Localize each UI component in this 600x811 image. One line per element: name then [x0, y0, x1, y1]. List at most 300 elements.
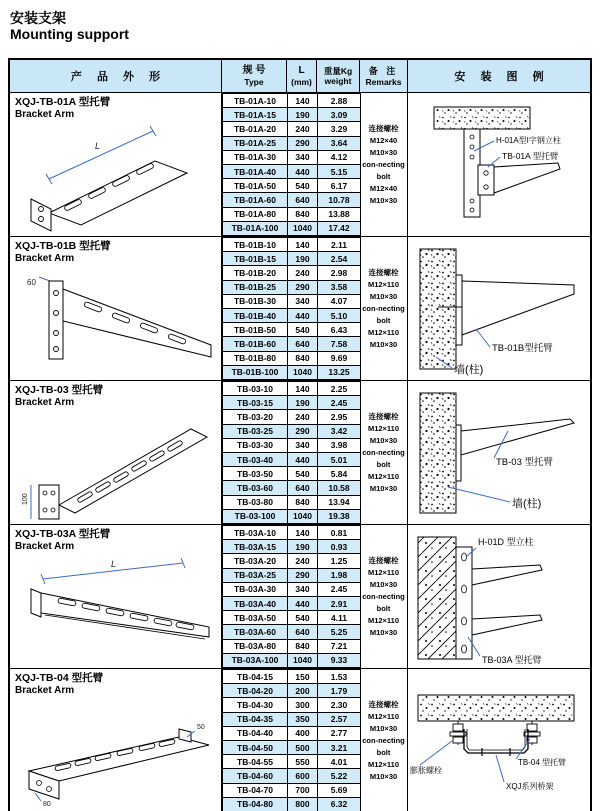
length-cell: 190 [288, 252, 318, 266]
type-cell: TB-01A-60 [223, 193, 288, 207]
product-drawing-tb04 [15, 697, 215, 809]
spec-row [223, 670, 361, 684]
type-cell: TB-04-70 [223, 783, 288, 797]
length-cell: 1040 [288, 509, 318, 523]
remark-line: M12×110 [367, 279, 400, 289]
weight-cell: 2.45 [318, 582, 361, 596]
product-drawing-tb01a [15, 121, 215, 233]
remark-line: con-necting [362, 735, 405, 745]
type-cell: TB-03A-15 [223, 540, 288, 554]
weight-cell: 3.09 [318, 108, 361, 122]
spec-row [223, 308, 361, 322]
length-cell: 1040 [288, 221, 318, 235]
weight-cell: 19.38 [318, 509, 361, 523]
spec-row [223, 410, 361, 424]
col-header-type: 规 号 Type [222, 60, 287, 92]
type-cell: TB-01A-15 [223, 108, 288, 122]
type-cell: TB-04-40 [223, 726, 288, 740]
weight-cell: 3.21 [318, 740, 361, 754]
type-cell: TB-04-80 [223, 797, 288, 811]
remark-line: M12×110 [367, 327, 400, 337]
remark-line: M12×110 [367, 711, 400, 721]
type-cell: TB-01A-40 [223, 164, 288, 178]
remark-line: M10×30 [369, 339, 398, 349]
wall-section [420, 249, 456, 369]
spec-rows [222, 381, 360, 524]
remark-line: M12×110 [367, 567, 400, 577]
remarks-cell [360, 237, 408, 380]
type-cell: TB-01A-25 [223, 136, 288, 150]
type-cell: TB-01B-40 [223, 308, 288, 322]
tray-bracket-inner [467, 729, 525, 750]
length-cell: 440 [288, 308, 318, 322]
product-group-tb03 [10, 381, 590, 525]
spec-row [223, 526, 361, 540]
diagram-label: 膨胀螺栓 [410, 766, 442, 775]
spec-row [223, 755, 361, 769]
remark-line: bolt [376, 315, 391, 325]
type-cell: TB-01A-30 [223, 150, 288, 164]
type-cell: TB-01B-20 [223, 266, 288, 280]
dimension-label: 80 [43, 801, 51, 808]
product-cell [10, 381, 222, 524]
product-name-en: Bracket Arm [15, 397, 75, 408]
spec-row [223, 179, 361, 193]
mounting-plate [31, 199, 51, 231]
diagram-label: TB-03 型托臂 [496, 457, 554, 468]
type-cell: TB-03-60 [223, 481, 288, 495]
spec-rows [222, 525, 360, 668]
weight-cell: 2.30 [318, 698, 361, 712]
weight-cell: 4.12 [318, 150, 361, 164]
weight-cell: 2.95 [318, 410, 361, 424]
length-cell: 840 [288, 639, 318, 653]
length-cell: 500 [288, 740, 318, 754]
product-group-tb04 [10, 669, 590, 811]
dimension-label: 60 [27, 278, 36, 287]
product-name-en: Bracket Arm [15, 541, 75, 552]
spec-row [223, 94, 361, 108]
spec-row [223, 540, 361, 554]
remark-line: bolt [376, 603, 391, 613]
remark-line: bolt [376, 459, 391, 469]
type-cell: TB-04-30 [223, 698, 288, 712]
spec-row [223, 238, 361, 252]
weight-cell: 2.25 [318, 382, 361, 396]
weight-cell: 7.21 [318, 639, 361, 653]
weight-cell: 2.57 [318, 712, 361, 726]
length-cell: 240 [288, 122, 318, 136]
weight-cell: 3.98 [318, 438, 361, 452]
length-cell: 150 [288, 670, 318, 684]
type-cell: TB-03-80 [223, 495, 288, 509]
type-cell: TB-04-20 [223, 684, 288, 698]
length-cell: 240 [288, 554, 318, 568]
diagram-cell [408, 93, 590, 236]
product-name-en: Bracket Arm [15, 109, 75, 120]
weight-cell: 0.81 [318, 526, 361, 540]
expansion-bolt [524, 721, 540, 745]
length-cell: 800 [288, 797, 318, 811]
remark-line: M12×40 [369, 135, 398, 145]
type-cell: TB-03-10 [223, 382, 288, 396]
remark-line: con-necting [362, 159, 405, 169]
leader-line [448, 487, 510, 502]
spec-row [223, 481, 361, 495]
length-cell: 640 [288, 337, 318, 351]
remarks-cell [360, 669, 408, 811]
weight-cell: 6.32 [318, 797, 361, 811]
weight-cell: 13.88 [318, 207, 361, 221]
installation-diagram-tb04 [408, 669, 590, 811]
spec-row [223, 108, 361, 122]
type-cell: TB-04-60 [223, 769, 288, 783]
remark-line: 连接螺栓 [368, 555, 399, 565]
product-cell [10, 237, 222, 380]
bracket-strip-shape [29, 737, 209, 781]
remark-line: 连接螺栓 [368, 699, 399, 709]
mounting-plate [456, 275, 462, 345]
diagram-cell [408, 381, 590, 524]
remark-line: M10×30 [369, 579, 398, 589]
type-cell: TB-03-50 [223, 467, 288, 481]
weight-cell: 5.25 [318, 625, 361, 639]
spec-row [223, 467, 361, 481]
col-header-remarks: 备 注 Remarks [360, 60, 408, 92]
mounting-plate [39, 485, 59, 519]
spec-row [223, 684, 361, 698]
bolt-hole [484, 185, 488, 189]
weight-cell: 3.64 [318, 136, 361, 150]
remark-line: M10×30 [369, 435, 398, 445]
product-name-zh: XQJ-TB-03A 型托臂 [15, 528, 111, 540]
spec-row [223, 396, 361, 410]
weight-cell: 5.84 [318, 467, 361, 481]
installation-diagram-tb03a [408, 525, 590, 668]
spec-row [223, 351, 361, 365]
col-header-length: L (mm) [287, 60, 317, 92]
weight-cell: 6.17 [318, 179, 361, 193]
type-cell: TB-01B-60 [223, 337, 288, 351]
weight-cell: 10.78 [318, 193, 361, 207]
installation-diagram-tb01b [408, 237, 590, 380]
product-drawing-tb03a [15, 553, 215, 665]
type-cell: TB-01B-30 [223, 294, 288, 308]
type-cell: TB-03-100 [223, 509, 288, 523]
length-cell: 290 [288, 568, 318, 582]
length-cell: 140 [288, 94, 318, 108]
remark-line: M12×110 [367, 759, 400, 769]
remark-line: bolt [376, 171, 391, 181]
remarks-cell [360, 525, 408, 668]
leader-line [476, 329, 490, 347]
ceiling-slab [418, 695, 574, 721]
product-name-zh: XQJ-TB-03 型托臂 [15, 384, 104, 396]
length-cell: 600 [288, 769, 318, 783]
length-cell: 400 [288, 726, 318, 740]
type-cell: TB-03A-100 [223, 653, 288, 667]
length-cell: 290 [288, 136, 318, 150]
diagram-label: 墙(柱) [512, 498, 542, 510]
length-cell: 840 [288, 495, 318, 509]
wall-section [420, 393, 456, 513]
spec-row [223, 280, 361, 294]
length-cell: 440 [288, 596, 318, 610]
spec-row [223, 639, 361, 653]
length-cell: 340 [288, 438, 318, 452]
type-cell: TB-03A-80 [223, 639, 288, 653]
weight-cell: 9.69 [318, 351, 361, 365]
product-name-zh: XQJ-TB-04 型托臂 [15, 672, 104, 684]
length-cell: 350 [288, 712, 318, 726]
length-cell: 840 [288, 351, 318, 365]
spec-row [223, 452, 361, 466]
type-cell: TB-04-35 [223, 712, 288, 726]
length-cell: 290 [288, 424, 318, 438]
spec-row [223, 596, 361, 610]
spec-row [223, 783, 361, 797]
table-header-row [10, 60, 590, 93]
page-title-zh: 安装支架 [10, 10, 66, 26]
remark-line: M12×110 [367, 615, 400, 625]
remark-line: 连接螺栓 [368, 123, 399, 133]
length-cell: 300 [288, 698, 318, 712]
type-cell: TB-04-50 [223, 740, 288, 754]
product-group-tb03a [10, 525, 590, 669]
tray-bracket [464, 729, 528, 753]
length-cell: 540 [288, 179, 318, 193]
spec-rows [222, 669, 360, 811]
weight-cell: 5.69 [318, 783, 361, 797]
type-cell: TB-01A-20 [223, 122, 288, 136]
type-cell: TB-01B-100 [223, 365, 288, 379]
weight-cell: 6.43 [318, 323, 361, 337]
remark-line: M10×30 [369, 723, 398, 733]
remark-line: con-necting [362, 303, 405, 313]
spec-row [223, 337, 361, 351]
spec-row [223, 207, 361, 221]
spec-row [223, 698, 361, 712]
type-cell: TB-03-40 [223, 452, 288, 466]
bracket-arm-shape [461, 419, 574, 455]
page-title-en: Mounting support [10, 26, 129, 42]
product-group-tb01b [10, 237, 590, 381]
length-cell: 540 [288, 611, 318, 625]
dimension-label: 50 [197, 724, 205, 731]
weight-cell: 1.98 [318, 568, 361, 582]
spec-row [223, 712, 361, 726]
product-cell [10, 525, 222, 668]
spec-row [223, 365, 361, 379]
spec-row [223, 509, 361, 523]
col-header-weight: 重量Kg weight [317, 60, 360, 92]
spec-table [8, 58, 592, 811]
steel-column [456, 547, 472, 659]
remarks-cell [360, 93, 408, 236]
spec-row [223, 740, 361, 754]
length-cell: 190 [288, 108, 318, 122]
remark-line: con-necting [362, 591, 405, 601]
length-cell: 140 [288, 382, 318, 396]
diagram-label: 墙(柱) [454, 364, 484, 376]
length-cell: 640 [288, 625, 318, 639]
weight-cell: 5.22 [318, 769, 361, 783]
mounting-plate [456, 425, 461, 481]
remark-line: M10×30 [369, 483, 398, 493]
type-cell: TB-01B-10 [223, 238, 288, 252]
weight-cell: 13.94 [318, 495, 361, 509]
type-cell: TB-03A-20 [223, 554, 288, 568]
product-name-en: Bracket Arm [15, 685, 75, 696]
weight-cell: 2.45 [318, 396, 361, 410]
diagram-label: XQJ系列桥架 [506, 782, 554, 791]
product-drawing-tb01b [15, 265, 215, 377]
bracket-arm-shape [472, 615, 542, 635]
remark-line: bolt [376, 747, 391, 757]
bracket-arm-shape [494, 163, 560, 193]
type-cell: TB-01B-80 [223, 351, 288, 365]
weight-cell: 2.88 [318, 94, 361, 108]
leader-line [496, 755, 504, 782]
spec-row [223, 797, 361, 811]
weight-cell: 1.25 [318, 554, 361, 568]
spec-row [223, 438, 361, 452]
spec-row [223, 164, 361, 178]
diagram-label: TB-01A 型托臂 [502, 151, 559, 161]
spec-row [223, 294, 361, 308]
weight-cell: 4.11 [318, 611, 361, 625]
weight-cell: 3.29 [318, 122, 361, 136]
remarks-cell [360, 381, 408, 524]
diagram-cell [408, 237, 590, 380]
product-name-zh: XQJ-TB-01A 型托臂 [15, 96, 111, 108]
dimension-label: L [111, 559, 117, 569]
spec-row [223, 625, 361, 639]
length-cell: 640 [288, 481, 318, 495]
remark-line: M12×110 [367, 423, 400, 433]
weight-cell: 2.54 [318, 252, 361, 266]
type-cell: TB-01B-15 [223, 252, 288, 266]
spec-rows [222, 237, 360, 380]
length-cell: 540 [288, 323, 318, 337]
spec-row [223, 150, 361, 164]
spec-row [223, 382, 361, 396]
type-cell: TB-03-30 [223, 438, 288, 452]
remark-line: M10×30 [369, 771, 398, 781]
product-cell [10, 669, 222, 811]
weight-cell: 2.98 [318, 266, 361, 280]
weight-cell: 3.58 [318, 280, 361, 294]
length-cell: 840 [288, 207, 318, 221]
length-cell: 290 [288, 280, 318, 294]
weight-cell: 9.33 [318, 653, 361, 667]
remark-line: 连接螺栓 [368, 267, 399, 277]
diagram-label: H-01A型I字钢立柱 [496, 136, 561, 145]
type-cell: TB-03-25 [223, 424, 288, 438]
diagram-label: H-01D 型立柱 [478, 537, 534, 547]
spec-row [223, 193, 361, 207]
bracket-arm-shape [462, 281, 574, 335]
weight-cell: 1.53 [318, 670, 361, 684]
length-cell: 640 [288, 193, 318, 207]
weight-cell: 17.42 [318, 221, 361, 235]
weight-cell: 5.10 [318, 308, 361, 322]
weight-cell: 4.07 [318, 294, 361, 308]
spec-row [223, 252, 361, 266]
type-cell: TB-04-55 [223, 755, 288, 769]
length-cell: 440 [288, 164, 318, 178]
weight-cell: 3.42 [318, 424, 361, 438]
diagram-label: TB-03A 型托臂 [482, 655, 542, 665]
leader-line [420, 741, 452, 765]
type-cell: TB-03-15 [223, 396, 288, 410]
length-cell: 340 [288, 294, 318, 308]
diagram-label: TB-04 型托臂 [518, 758, 567, 767]
product-name-en: Bracket Arm [15, 253, 75, 264]
type-cell: TB-01B-50 [223, 323, 288, 337]
type-cell: TB-01A-10 [223, 94, 288, 108]
spec-row [223, 653, 361, 667]
spec-row [223, 424, 361, 438]
bolt-hole [484, 171, 488, 175]
ceiling-slab [434, 107, 530, 129]
spec-rows [222, 93, 360, 236]
spec-row [223, 554, 361, 568]
col-header-diagram: 安 装 图 例 [454, 71, 550, 83]
type-cell: TB-01B-25 [223, 280, 288, 294]
col-header-product: 产 品 外 形 [10, 60, 222, 92]
product-group-tb01a [10, 93, 590, 237]
spec-row [223, 122, 361, 136]
remark-line: M10×30 [369, 147, 398, 157]
product-cell [10, 93, 222, 236]
weight-cell: 5.15 [318, 164, 361, 178]
length-cell: 340 [288, 150, 318, 164]
spec-row [223, 266, 361, 280]
spec-row [223, 769, 361, 783]
installation-diagram-tb01a [408, 93, 590, 236]
weight-cell: 2.91 [318, 596, 361, 610]
bracket-arm-shape [472, 565, 542, 585]
spec-row [223, 221, 361, 235]
length-cell: 190 [288, 396, 318, 410]
weight-cell: 4.01 [318, 755, 361, 769]
type-cell: TB-04-15 [223, 670, 288, 684]
length-cell: 540 [288, 467, 318, 481]
diagram-label: TB-01B型托臂 [492, 343, 553, 354]
product-drawing-tb03 [15, 409, 215, 521]
type-cell: TB-01A-80 [223, 207, 288, 221]
dimension-label: L [95, 141, 101, 151]
mounting-plate [31, 589, 41, 617]
length-cell: 1040 [288, 653, 318, 667]
length-cell: 240 [288, 410, 318, 424]
length-cell: 440 [288, 452, 318, 466]
product-name-zh: XQJ-TB-01B 型托臂 [15, 240, 111, 252]
type-cell: TB-03-20 [223, 410, 288, 424]
diagram-cell [408, 669, 590, 811]
remark-line: M10×30 [369, 195, 398, 205]
remark-line: con-necting [362, 447, 405, 457]
length-cell: 550 [288, 755, 318, 769]
length-cell: 140 [288, 238, 318, 252]
remark-line: M10×30 [369, 291, 398, 301]
type-cell: TB-03A-10 [223, 526, 288, 540]
installation-diagram-tb03 [408, 381, 590, 524]
bracket-arm-shape [49, 161, 187, 225]
type-cell: TB-03A-25 [223, 568, 288, 582]
wall-section [418, 537, 456, 659]
